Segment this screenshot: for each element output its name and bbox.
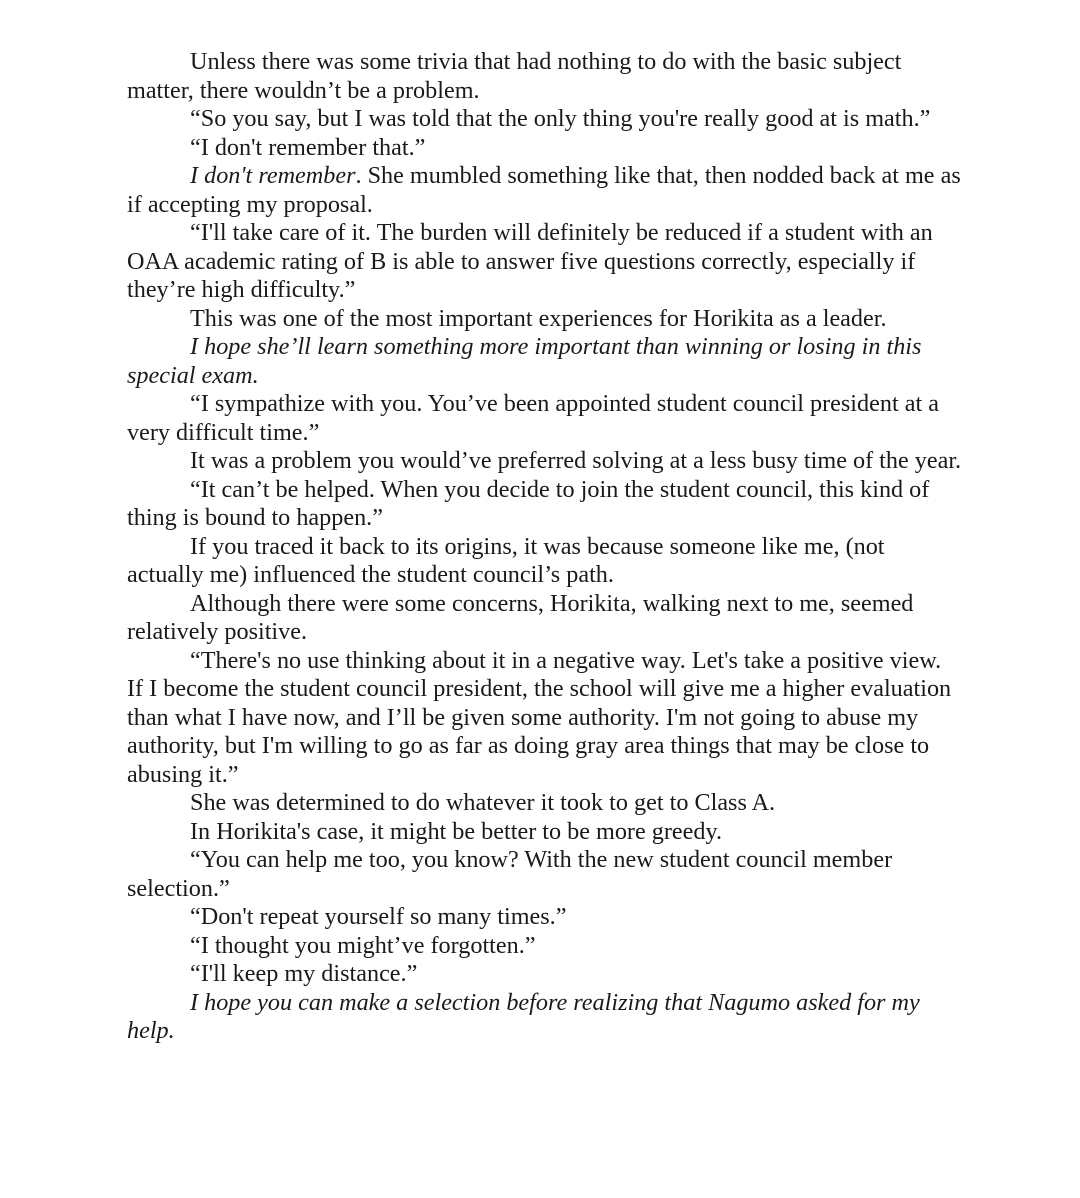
- paragraph: “I thought you might’ve forgotten.”: [190, 931, 536, 959]
- paragraph: “It can’t be helped. When you decide to join the student council, this kind of thing is bound to happen.”: [127, 475, 930, 531]
- paragraph: “There's no use thinking about it in a negative way. Let's take a positive view. If I become the student council president, the school will give me a higher evaluation than what I have now, and I’ll be given some authority. I'm not going to abuse my authority, but I'm willing to go as far as doing gray area things that may be close to abusing it.”: [127, 646, 952, 788]
- paragraph: She was determined to do whatever it took to get to Class A.: [190, 789, 776, 816]
- paragraph: “I'll take care of it. The burden will definitely be reduced if a student with an OAA academic rating of B is able to answer five questions correctly, especially if they’re high difficulty.”: [127, 219, 933, 303]
- paragraph-rest: . She mumbled something like that, then nodded back at me as if accepting my proposal.: [127, 162, 961, 218]
- paragraph: “I'll keep my distance.”: [190, 960, 418, 987]
- document-page: [127, 48, 963, 1046]
- paragraph: Although there were some concerns, Horikita, walking next to me, seemed relatively positive.: [127, 589, 914, 645]
- italic-thought-paragraph: I hope you can make a selection before realizing that Nagumo asked for my help.: [127, 988, 920, 1044]
- paragraph: “I don't remember that.”: [190, 133, 426, 161]
- paragraph: Unless there was some trivia that had nothing to do with the basic subject matter, there wouldn’t be a problem.: [127, 48, 902, 104]
- paragraph: “You can help me too, you know? With the new student council member selection.”: [127, 846, 893, 902]
- paragraph: It was a problem you would’ve preferred solving at a less busy time of the year.: [190, 447, 962, 474]
- italic-thought-paragraph: I hope she’ll learn something more important than winning or losing in this special exam.: [127, 333, 922, 389]
- paragraph: In Horikita's case, it might be better to be more greedy.: [190, 817, 723, 845]
- paragraph: “I sympathize with you. You’ve been appointed student council president at a very difficult time.”: [127, 390, 939, 446]
- paragraph: “So you say, but I was told that the only thing you're really good at is math.”: [190, 105, 931, 132]
- italic-thought: I don't remember: [190, 162, 356, 189]
- paragraph: If you traced it back to its origins, it was because someone like me, (not actually me) influenced the student council’s path.: [127, 532, 885, 588]
- paragraph: This was one of the most important experiences for Horikita as a leader.: [190, 304, 887, 332]
- paragraph: “Don't repeat yourself so many times.”: [190, 903, 567, 930]
- paragraph: [127, 162, 963, 219]
